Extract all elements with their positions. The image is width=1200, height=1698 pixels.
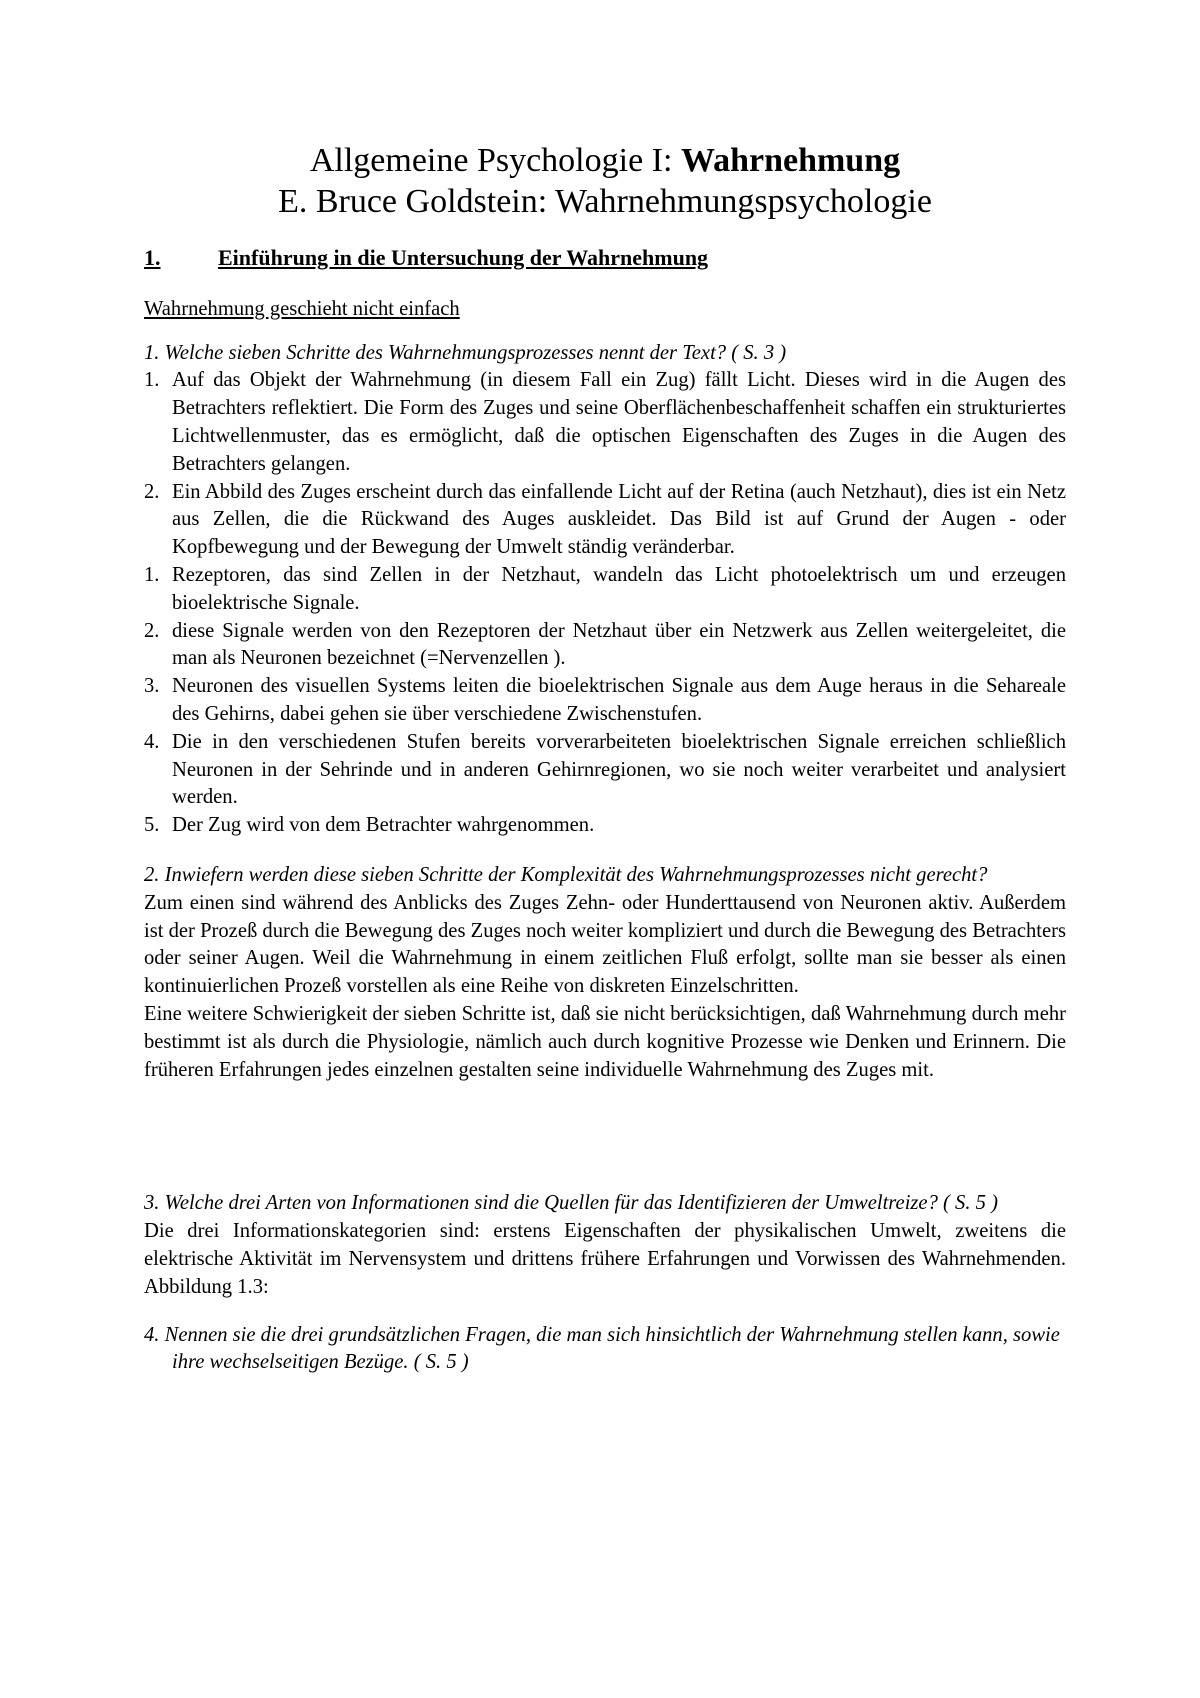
title-bold: Wahrnehmung: [680, 142, 901, 179]
answer-2-paragraph-1: Zum einen sind während des Anblicks des Zuges Zehn- oder Hunderttausend von Neuronen aktiv. Außerdem ist der Prozeß durch die Bewegung des Zuges noch weiter kompliziert und durch die Bewegung des Betrachters oder seiner Augen. Weil die Wahrnehmung in einem zeitlichen Fluß erfolgt, sollte man sie besser als einen kontinuierlichen Prozeß vorstellen als eine Reihe von diskreten Einzelschritten.: [144, 891, 1066, 998]
question-4: 4. Nennen sie die drei grundsätzlichen Fragen, die man sich hinsichtlich der Wahrnehmung stellen kann, sowie ihre wechselseitigen Bezüge. ( S. 5 ): [144, 1323, 1060, 1374]
list-item-text: Rezeptoren, das sind Zellen in der Netzhaut, wandeln das Licht photoelektrisch um und erzeugen bioelektrische Signale.: [172, 563, 1066, 614]
list-item: [144, 479, 1066, 562]
list-item: [144, 562, 1066, 618]
question-2: 2. Inwiefern werden diese sieben Schritte der Komplexität des Wahrnehmungsprozesses nicht gerecht?: [144, 863, 988, 886]
list-item: [144, 673, 1066, 729]
list-item-text: diese Signale werden von den Rezeptoren der Netzhaut über ein Netzwerk aus Zellen weitergeleitet, die man als Neuronen bezeichnet (=Nervenzellen ).: [172, 619, 1066, 670]
list-item-number: 3.: [144, 675, 160, 698]
list-item: [144, 618, 1066, 674]
spacer: [144, 840, 1066, 862]
list-item-text: Neuronen des visuellen Systems leiten die bioelektrischen Signale aus dem Auge heraus in die Sehareale des Gehirns, dabei gehen sie über verschiedene Zwischenstufen.: [172, 675, 1066, 725]
document-title: [144, 140, 1066, 181]
list-item-number: 4.: [144, 730, 160, 753]
title-prefix: Allgemeine Psychologie I:: [309, 142, 681, 179]
list-item-number: 5.: [144, 814, 160, 837]
section-heading: Wahrnehmung geschieht nicht einfach: [144, 297, 460, 320]
chapter-number: 1.: [144, 245, 161, 270]
spacer: [144, 1084, 1066, 1190]
answer-2-paragraph-2: Eine weitere Schwierigkeit der sieben Schritte ist, daß sie nicht berücksichtigen, daß Wahrnehmung durch mehr bestimmt ist als durch die Physiologie, nämlich auch durch kognitive Prozesse wie Denken und Erinnern. Die früheren Erfahrungen jedes einzelnen gestalten seine individuelle Wahrnehmung des Zuges mit.: [144, 1002, 1066, 1081]
question-3: 3. Welche drei Arten von Informationen sind die Quellen für das Identifizieren der Umweltreize? ( S. 5 ): [144, 1192, 998, 1215]
spacer: [144, 1302, 1066, 1322]
list-item-number: 1.: [144, 369, 160, 392]
list-item: [144, 367, 1066, 478]
list-item: [144, 812, 1066, 840]
document-subtitle: E. Bruce Goldstein: Wahrnehmungspsychologie: [278, 183, 932, 220]
list-item-text: Ein Abbild des Zuges erscheint durch das einfallende Licht auf der Retina (auch Netzhaut), dies ist ein Netz aus Zellen, die die Rückwand des Auges auskleidet. Das Bild ist auf Grund der Augen - oder Kopfbewegung und der Bewegung der Umwelt ständig veränderbar.: [172, 480, 1066, 559]
answer-3: Die drei Informationskategorien sind: erstens Eigenschaften der physikalischen Umwelt, zweitens die elektrische Aktivität im Nervensystem und drittens frühere Erfahrungen und Vorwissen des Wahrnehmenden. Abbildung 1.3:: [144, 1220, 1066, 1298]
list-item-text: Die in den verschiedenen Stufen bereits vorverarbeiteten bioelektrischen Signale erreichen schließlich Neuronen in der Sehrinde und in anderen Gehirnregionen, wo sie noch weiter verarbeitet und analysiert werden.: [172, 730, 1066, 809]
list-item-number: 1.: [144, 563, 160, 586]
chapter-heading: [144, 244, 1066, 272]
list-item: [144, 729, 1066, 812]
list-item-text: Auf das Objekt der Wahrnehmung (in diesem Fall ein Zug) fällt Licht. Dieses wird in die Augen des Betrachters reflektiert. Die Form des Zuges und seine Oberflächenbeschaffenheit schaffen ein strukturiertes Lichtwellenmuster, das es ermöglicht, daß die optischen Eigenschaften des Zuges in die Augen des Betrachters gelangen.: [172, 369, 1066, 475]
document-body: [144, 140, 1066, 1377]
list-item-text: Der Zug wird von dem Betrachter wahrgenommen.: [172, 814, 595, 837]
list-item-number: 2.: [144, 619, 160, 642]
steps-list: [144, 367, 1066, 840]
list-item-number: 2.: [144, 480, 160, 503]
question-1: 1. Welche sieben Schritte des Wahrnehmungsprozesses nennt der Text? ( S. 3 ): [144, 341, 787, 364]
chapter-title: Einführung in die Untersuchung der Wahrnehmung: [218, 245, 709, 270]
